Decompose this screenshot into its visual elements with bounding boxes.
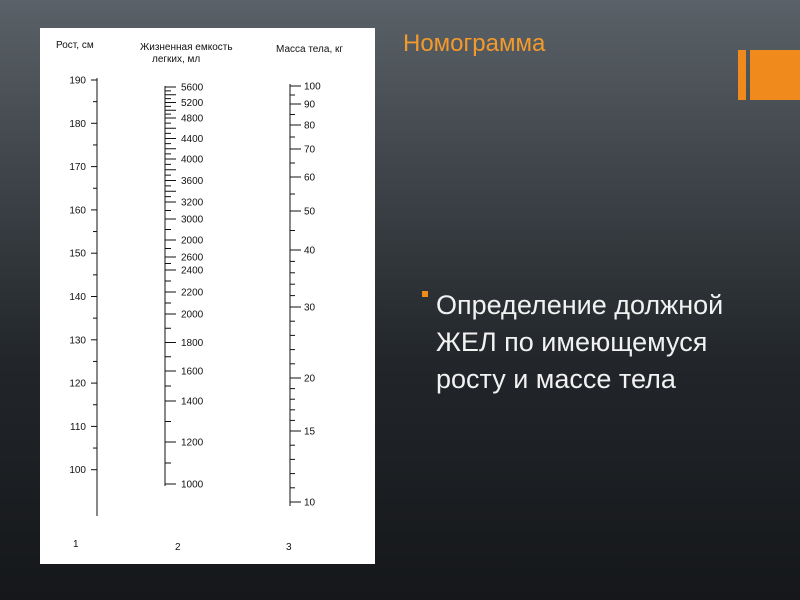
scale1-tick-label: 180 (69, 118, 86, 130)
slide-title: Номограмма (403, 30, 546, 57)
scale1-ticks (69, 76, 97, 477)
scale1-header: Рост, см (56, 40, 94, 51)
scale1-number: 1 (73, 539, 79, 550)
scale2-tick-label: 2200 (181, 287, 204, 299)
scale3-tick-label: 40 (304, 245, 316, 257)
scale2-tick-label: 2000 (181, 309, 204, 321)
scale1-tick-label: 130 (69, 335, 86, 347)
scale2-tick-label: 3600 (181, 176, 204, 187)
accent-bar-thick (750, 50, 800, 100)
scale1-tick-label: 100 (69, 465, 86, 477)
scale3-tick-label: 60 (304, 172, 316, 184)
scale3-tick-label: 50 (304, 206, 316, 218)
scale2-tick-label: 4400 (181, 134, 204, 145)
scale2-header-line1: Жизненная емкость (140, 42, 233, 53)
scale2-tick-label: 1200 (181, 437, 204, 449)
scale2-tick-label: 1600 (181, 366, 204, 378)
scale2-ticks (165, 83, 204, 491)
scale3-tick-label: 20 (304, 373, 316, 385)
scale2-tick-label: 3200 (181, 197, 204, 209)
scale3-tick-label: 30 (304, 302, 316, 314)
scale2-tick-label: 2400 (181, 265, 204, 277)
scale1-tick-label: 110 (70, 421, 86, 433)
accent-bar-thin (738, 50, 746, 100)
scale3-number: 3 (286, 542, 292, 553)
scale3-tick-label: 100 (304, 81, 321, 93)
scale3-tick-label: 10 (304, 497, 316, 509)
bullet-point (422, 287, 782, 398)
scale2-tick-label: 1800 (181, 338, 204, 349)
scale1-tick-label: 120 (69, 378, 86, 390)
scale3-tick-label: 15 (304, 426, 316, 438)
scale2-tick-label: 3000 (181, 214, 204, 226)
scale2-tick-label: 5200 (181, 98, 204, 109)
scale3-tick-label: 80 (304, 120, 316, 132)
scale2-tick-label: 1400 (181, 396, 204, 408)
scale1-tick-label: 140 (69, 292, 86, 303)
nomogram-svg (40, 28, 375, 564)
nomogram-panel (40, 28, 375, 564)
scale2-tick-label: 1000 (181, 479, 204, 491)
scale2-tick-label: 4000 (181, 154, 204, 166)
scale3-tick-label: 90 (304, 99, 316, 111)
scale1-tick-label: 170 (69, 162, 86, 174)
scale2-tick-label: 2600 (181, 252, 204, 264)
scale1-tick-label: 160 (69, 205, 86, 217)
scale1-tick-label: 190 (69, 75, 86, 87)
scale2-tick-label: 2000 (181, 235, 204, 247)
scale3-ticks (290, 82, 321, 509)
bullet-marker (422, 291, 428, 297)
scale1-tick-label: 150 (69, 248, 86, 260)
scale2-tick-label: 4800 (181, 113, 204, 125)
scale3-header: Масса тела, кг (276, 44, 344, 55)
scale2-tick-label: 5600 (181, 82, 204, 94)
scale2-header-line2: легких, мл (152, 54, 201, 65)
scale3-tick-label: 70 (304, 144, 316, 156)
bullet-text: Определение должной ЖЕЛ по имеющемуся росту и массе тела (436, 290, 724, 394)
scale2-number: 2 (175, 542, 181, 553)
